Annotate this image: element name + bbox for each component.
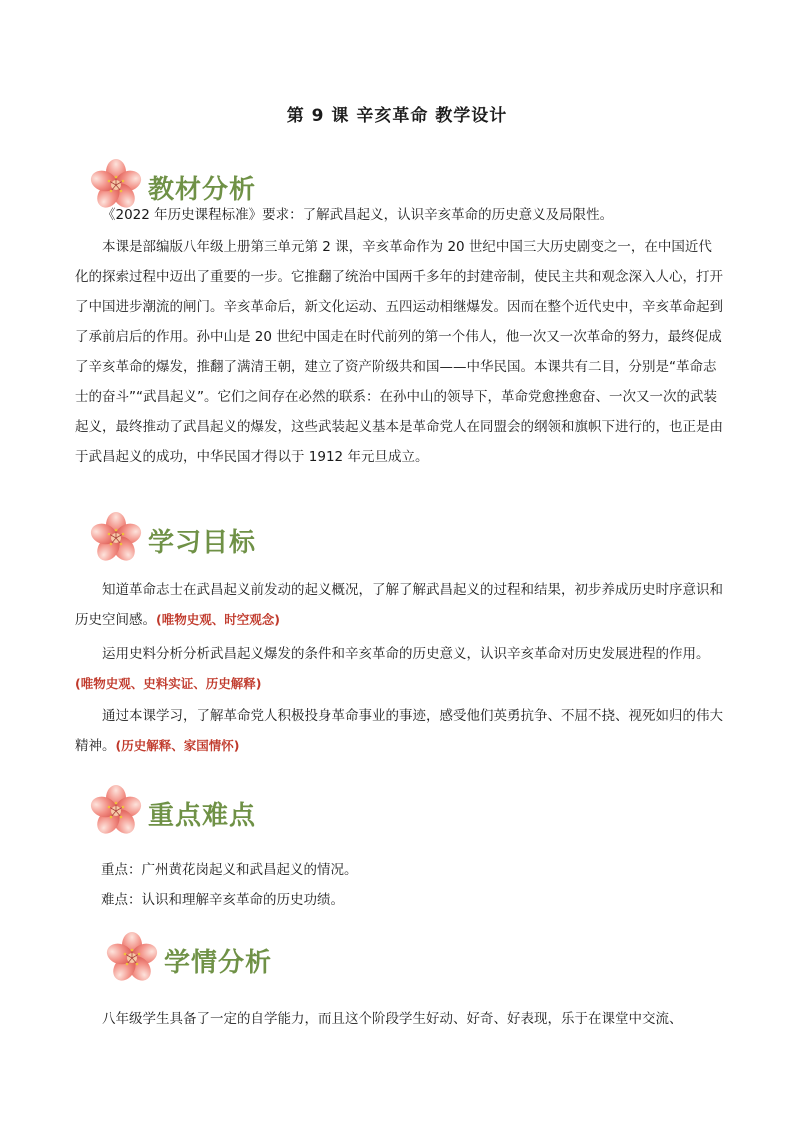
section-title: 重点难点	[148, 801, 257, 831]
page-title: 第 9 课 辛亥革命 教学设计	[286, 106, 508, 126]
goal-text: 运用史料分析分析武昌起义爆发的条件和辛亥革命的历史意义，认识辛亥革命对历史发展进程的作用。	[102, 646, 710, 662]
goal-tag: (历史解释、家国情怀)	[115, 738, 240, 753]
goal-item	[75, 701, 723, 761]
plum-blossom-icon	[104, 930, 160, 986]
plum-blossom-icon	[88, 783, 144, 839]
learner-analysis-paragraph: 八年级学生具备了一定的自学能力，而且这个阶段学生好动、好奇、好表现，乐于在课堂中交流、	[102, 1011, 683, 1027]
plum-blossom-icon	[88, 510, 144, 566]
goal-text: 通过本课学习，了解革命党人积极投身革命事业的事迹，感受他们英勇抗争、不屈不挠、视死如归的伟大精神。	[75, 708, 723, 754]
goal-tag: (唯物史观、史料实证、历史解释)	[75, 676, 262, 691]
section-title: 学情分析	[164, 948, 273, 978]
analysis-paragraph: 本课是部编版八年级上册第三单元第 2 课，辛亥革命作为 20 世纪中国三大历史剧变之一，在中国近代化的探索过程中迈出了重要的一步。它推翻了统治中国两千多年的封建帝制，使民主共和观念深入人心，打开了中国进步潮流的闸门。辛亥革命后，新文化运动、五四运动相继爆发。因而在整个近代史中，辛亥革命起到了承前启后的作用。孙中山是 20 世纪中国走在时代前列的第一个伟人，他一次又一次革命的努力，最终促成了辛亥革命的爆发，推翻了满清王朝，建立了资产阶级共和国——中华民国。本课共有二目，分别是“革命志士的奋斗”“武昌起义”。它们之间存在必然的联系：在孙中山的领导下，革命党愈挫愈奋、一次又一次的武装起义，最终推动了武昌起义的爆发，这些武装起义基本是革命党人在同盟会的纲领和旗帜下进行的，也正是由于武昌起义的成功，中华民国才得以于 1912 年元旦成立。	[75, 239, 723, 465]
goal-text: 知道革命志士在武昌起义前发动的起义概况，了解了解武昌起义的过程和结果，初步养成历史时序意识和历史空间感。	[75, 582, 723, 628]
goal-item	[75, 575, 723, 635]
curriculum-requirement: 《2022 年历史课程标准》要求：了解武昌起义，认识辛亥革命的历史意义及局限性。	[102, 207, 614, 223]
section-title: 教材分析	[148, 175, 257, 205]
key-point: 重点：广州黄花岗起义和武昌起义的情况。	[101, 862, 358, 878]
goal-tag: (唯物史观、时空观念)	[156, 612, 280, 627]
difficulty: 难点：认识和理解辛亥革命的历史功绩。	[101, 892, 344, 908]
section-title: 学习目标	[148, 528, 257, 558]
goal-item	[75, 639, 723, 699]
